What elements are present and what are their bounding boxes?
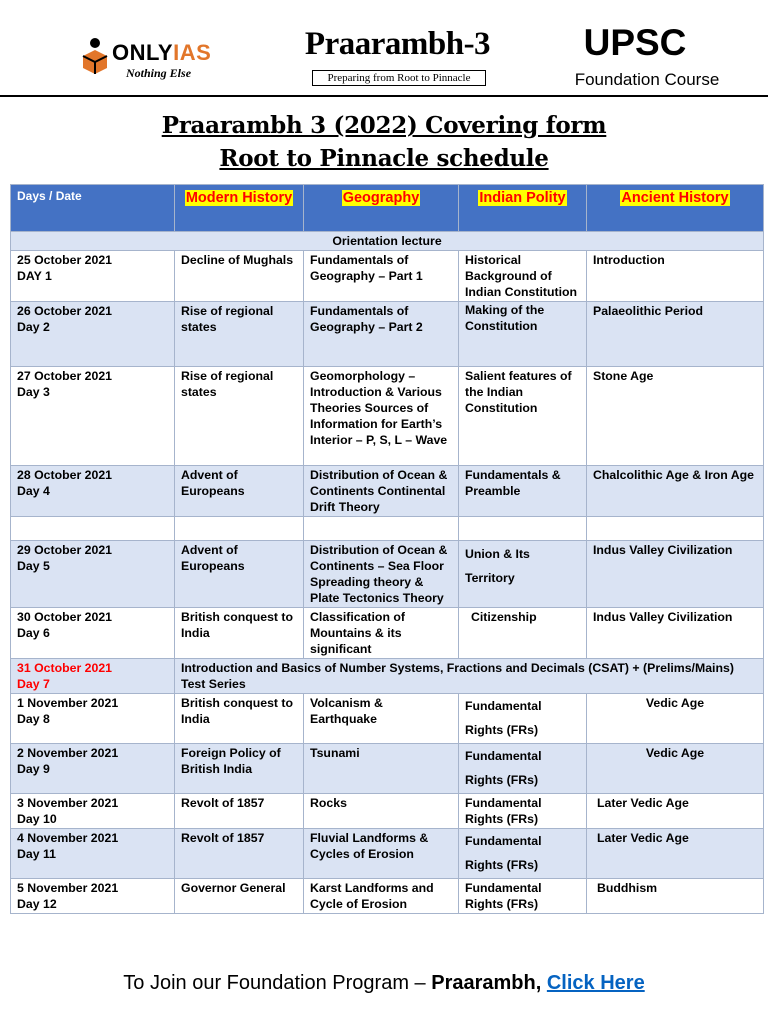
onlyias-tagline: Nothing Else [126,66,192,80]
modern-cell: Foreign Policy of British India [175,744,304,794]
table-row [11,302,764,367]
polity-cell: Union & Its Territory [459,541,587,608]
document-title-line2: Root to Pinnacle schedule [219,145,549,172]
modern-cell: Rise of regional states [175,302,304,367]
table-row [11,367,764,466]
table-row [11,829,764,879]
praarambh-title: Praarambh-3 [304,26,491,62]
table-row [11,794,764,829]
geo-cell: Classification of Mountains & its significant [304,608,459,659]
header-ancient-history: Ancient History [587,185,764,232]
polity-cell: Historical Background of Indian Constitution [459,251,587,302]
geo-cell: Distribution of Ocean & Continents Continental Drift Theory [304,466,459,517]
polity-cell: Fundamental Rights (FRs) [459,794,587,829]
modern-cell: Revolt of 1857 [175,794,304,829]
polity-cell: Fundamental Rights (FRs) [459,744,587,794]
header-divider [0,95,768,97]
date-cell: 5 November 2021 Day 12 [11,879,175,914]
ancient-cell: Palaeolithic Period [587,302,764,367]
course-heading [552,22,742,90]
modern-cell: Revolt of 1857 [175,829,304,879]
foundation-course-subtitle: Foundation Course [574,70,720,89]
date-cell: 27 October 2021 Day 3 [11,367,175,466]
header-geography: Geography [304,185,459,232]
header-indian-polity: Indian Polity [459,185,587,232]
modern-cell: Decline of Mughals [175,251,304,302]
date-cell: 3 November 2021 Day 10 [11,794,175,829]
geo-cell: Rocks [304,794,459,829]
polity-cell: Fundamental Rights (FRs) [459,829,587,879]
csat-cell: Introduction and Basics of Number Systems, Fractions and Decimals (CSAT) + (Prelims/Mains) Test Series [175,659,764,694]
footer-brand: Praarambh, [431,972,542,994]
ancient-cell: Indus Valley Civilization [587,541,764,608]
ancient-cell: Buddhism [587,879,764,914]
table-row [11,541,764,608]
geo-cell: Distribution of Ocean & Continents – Sea Floor Spreading theory & Plate Tectonics Theory [304,541,459,608]
date-cell: 31 October 2021 Day 7 [11,659,175,694]
polity-cell: Citizenship [459,608,587,659]
date-cell: 4 November 2021 Day 11 [11,829,175,879]
ancient-cell: Vedic Age [587,694,764,744]
geo-cell: Karst Landforms and Cycle of Erosion [304,879,459,914]
geo-cell: Geomorphology – Introduction & Various Theories Sources of Information for Earth’s Interior – P, S, L – Wave [304,367,459,466]
praarambh-logo [300,26,495,90]
table-row [11,466,764,517]
geo-cell: Tsunami [304,744,459,794]
polity-cell: Making of the Constitution [459,302,587,367]
geo-cell: Fundamentals of Geography – Part 2 [304,302,459,367]
date-cell: 29 October 2021 Day 5 [11,541,175,608]
geo-cell: Fundamentals of Geography – Part 1 [304,251,459,302]
polity-cell: Fundamental Rights (FRs) [459,879,587,914]
date-cell: 1 November 2021 Day 8 [11,694,175,744]
table-row [11,251,764,302]
modern-cell: Rise of regional states [175,367,304,466]
praarambh-tagline: Preparing from Root to Pinnacle [312,70,486,86]
empty-row [11,517,764,541]
polity-cell: Fundamental Rights (FRs) [459,694,587,744]
ancient-cell: Stone Age [587,367,764,466]
polity-cell: Salient features of the Indian Constitution [459,367,587,466]
ancient-cell: Vedic Age [587,744,764,794]
onlyias-logo [80,32,220,82]
date-cell: 2 November 2021 Day 9 [11,744,175,794]
modern-cell: Advent of Europeans [175,466,304,517]
date-cell: 25 October 2021 DAY 1 [11,251,175,302]
modern-cell: Advent of Europeans [175,541,304,608]
date-cell: 30 October 2021 Day 6 [11,608,175,659]
ancient-cell: Later Vedic Age [587,829,764,879]
orientation-row [11,232,764,251]
modern-cell: British conquest to India [175,694,304,744]
geo-cell: Fluvial Landforms & Cycles of Erosion [304,829,459,879]
geo-cell: Volcanism & Earthquake [304,694,459,744]
upsc-title: UPSC [583,22,687,63]
ancient-cell: Introduction [587,251,764,302]
onlyias-mark-icon [80,36,110,76]
onlyias-wordmark: ONLYIAS [112,40,212,65]
footer-cta [0,972,768,995]
date-cell: 26 October 2021 Day 2 [11,302,175,367]
orientation-cell: Orientation lecture [11,232,764,251]
header-modern-history: Modern History [175,185,304,232]
modern-cell: British conquest to India [175,608,304,659]
table-row [11,744,764,794]
ancient-cell: Later Vedic Age [587,794,764,829]
table-row [11,879,764,914]
table-header-row [11,185,764,232]
ancient-cell: Indus Valley Civilization [587,608,764,659]
ancient-cell: Chalcolithic Age & Iron Age [587,466,764,517]
footer-text: To Join our Foundation Program – [123,972,432,994]
modern-cell: Governor General [175,879,304,914]
table-row [11,608,764,659]
document-title-line1: Praarambh 3 (2022) Covering form [161,112,607,139]
header-days-date: Days / Date [11,185,175,232]
click-here-link[interactable]: Click Here [546,972,645,994]
table-row [11,694,764,744]
date-cell: 28 October 2021 Day 4 [11,466,175,517]
special-row [11,659,764,694]
schedule-table [10,184,764,914]
polity-cell: Fundamentals & Preamble [459,466,587,517]
